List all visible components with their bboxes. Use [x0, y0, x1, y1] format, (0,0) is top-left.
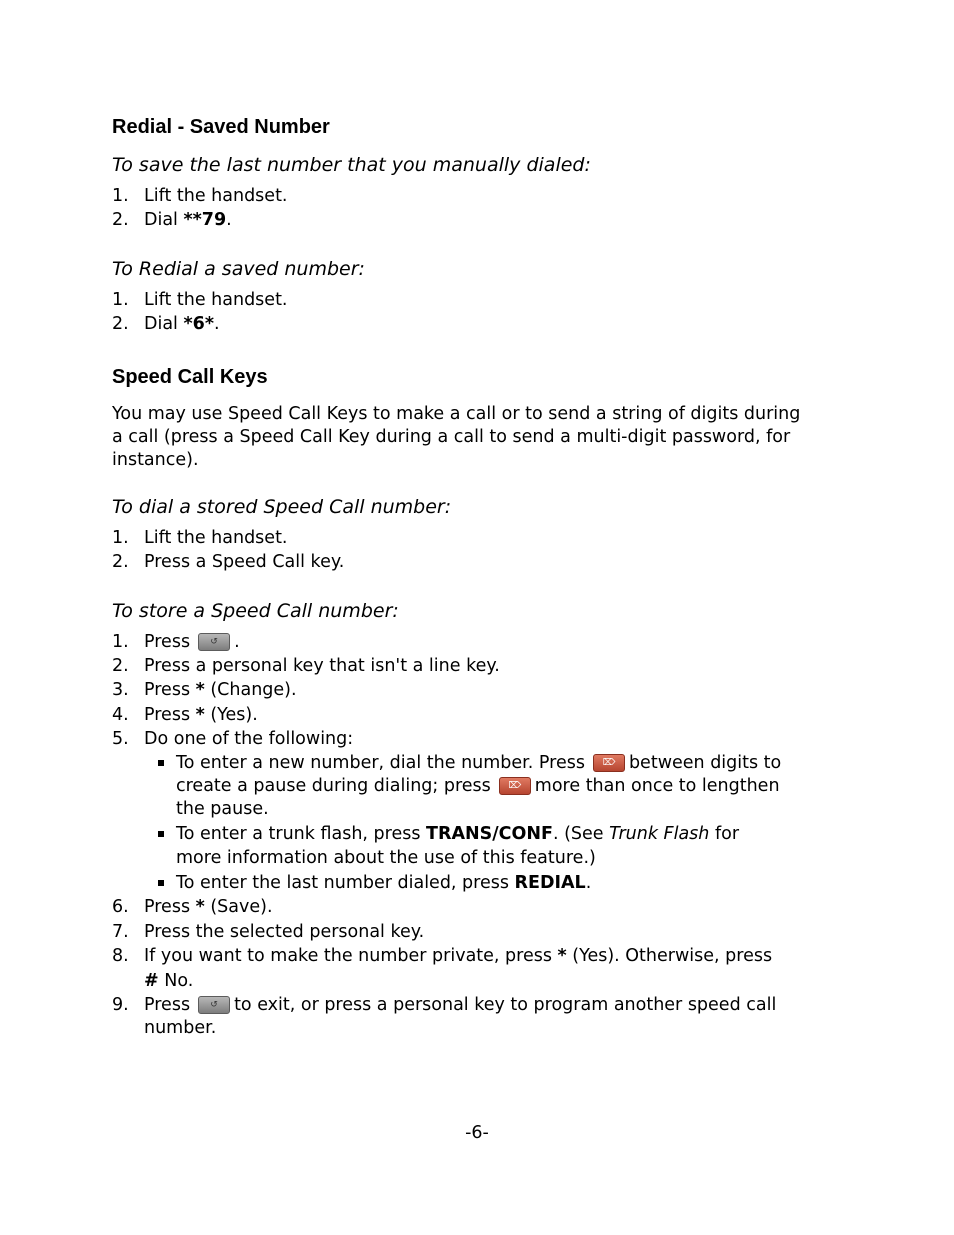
section-heading-speed-call: Speed Call Keys: [112, 366, 268, 388]
pause-key-icon: ⌦: [593, 754, 625, 772]
bullet-continuation: more information about the use of this feature.): [176, 848, 596, 868]
bullet-item: To enter a trunk flash, press TRANS/CONF. (See Trunk Flash for: [158, 822, 739, 846]
list-item: 9. Press ↺ to exit, or press a personal key to program another speed call: [112, 995, 777, 1015]
list-item: 1. Lift the handset.: [112, 186, 288, 206]
list-item: 3. Press * (Change).: [112, 680, 297, 700]
list-item: 8. If you want to make the number private, press * (Yes). Otherwise, press: [112, 946, 773, 966]
list-item: 1. Lift the handset.: [112, 290, 288, 310]
list-item: 4. Press * (Yes).: [112, 705, 258, 725]
list-item: 1. Lift the handset.: [112, 528, 288, 548]
subheading-store: To store a Speed Call number:: [112, 600, 399, 622]
page-number: -6-: [465, 1123, 489, 1143]
subheading-save: To save the last number that you manually dialed:: [112, 154, 591, 176]
list-item: 6. Press * (Save).: [112, 897, 273, 917]
list-item-continuation: # No.: [144, 971, 194, 991]
subheading-redial: To Redial a saved number:: [112, 258, 365, 280]
list-item: 7. Press the selected personal key.: [112, 922, 425, 942]
bullet-continuation: the pause.: [176, 799, 269, 819]
list-item-continuation: number.: [144, 1018, 217, 1038]
bullet-item: To enter the last number dialed, press REDIAL.: [158, 871, 591, 895]
feature-key-icon: ↺: [198, 633, 230, 651]
list-item: 5. Do one of the following:: [112, 729, 354, 749]
list-item: 2. Dial **79.: [112, 210, 232, 230]
list-item: 2. Press a personal key that isn't a line key.: [112, 656, 500, 676]
section-heading-redial: Redial - Saved Number: [112, 116, 330, 138]
feature-key-icon: ↺: [198, 996, 230, 1014]
speed-call-paragraph: You may use Speed Call Keys to make a call or to send a string of digits during a call (press a Speed Call Key during a call to send a multi-digit password, for instance).: [112, 404, 801, 470]
list-item: 1. Press ↺ .: [112, 632, 240, 652]
bullet-item: To enter a new number, dial the number. Press ⌦ between digits to: [158, 751, 781, 775]
list-item: 2. Dial *6*.: [112, 314, 220, 334]
list-item: 2. Press a Speed Call key.: [112, 552, 345, 572]
subheading-dial: To dial a stored Speed Call number:: [112, 496, 452, 518]
bullet-continuation: create a pause during dialing; press ⌦ more than once to lengthen: [176, 776, 780, 796]
pause-key-icon: ⌦: [499, 777, 531, 795]
